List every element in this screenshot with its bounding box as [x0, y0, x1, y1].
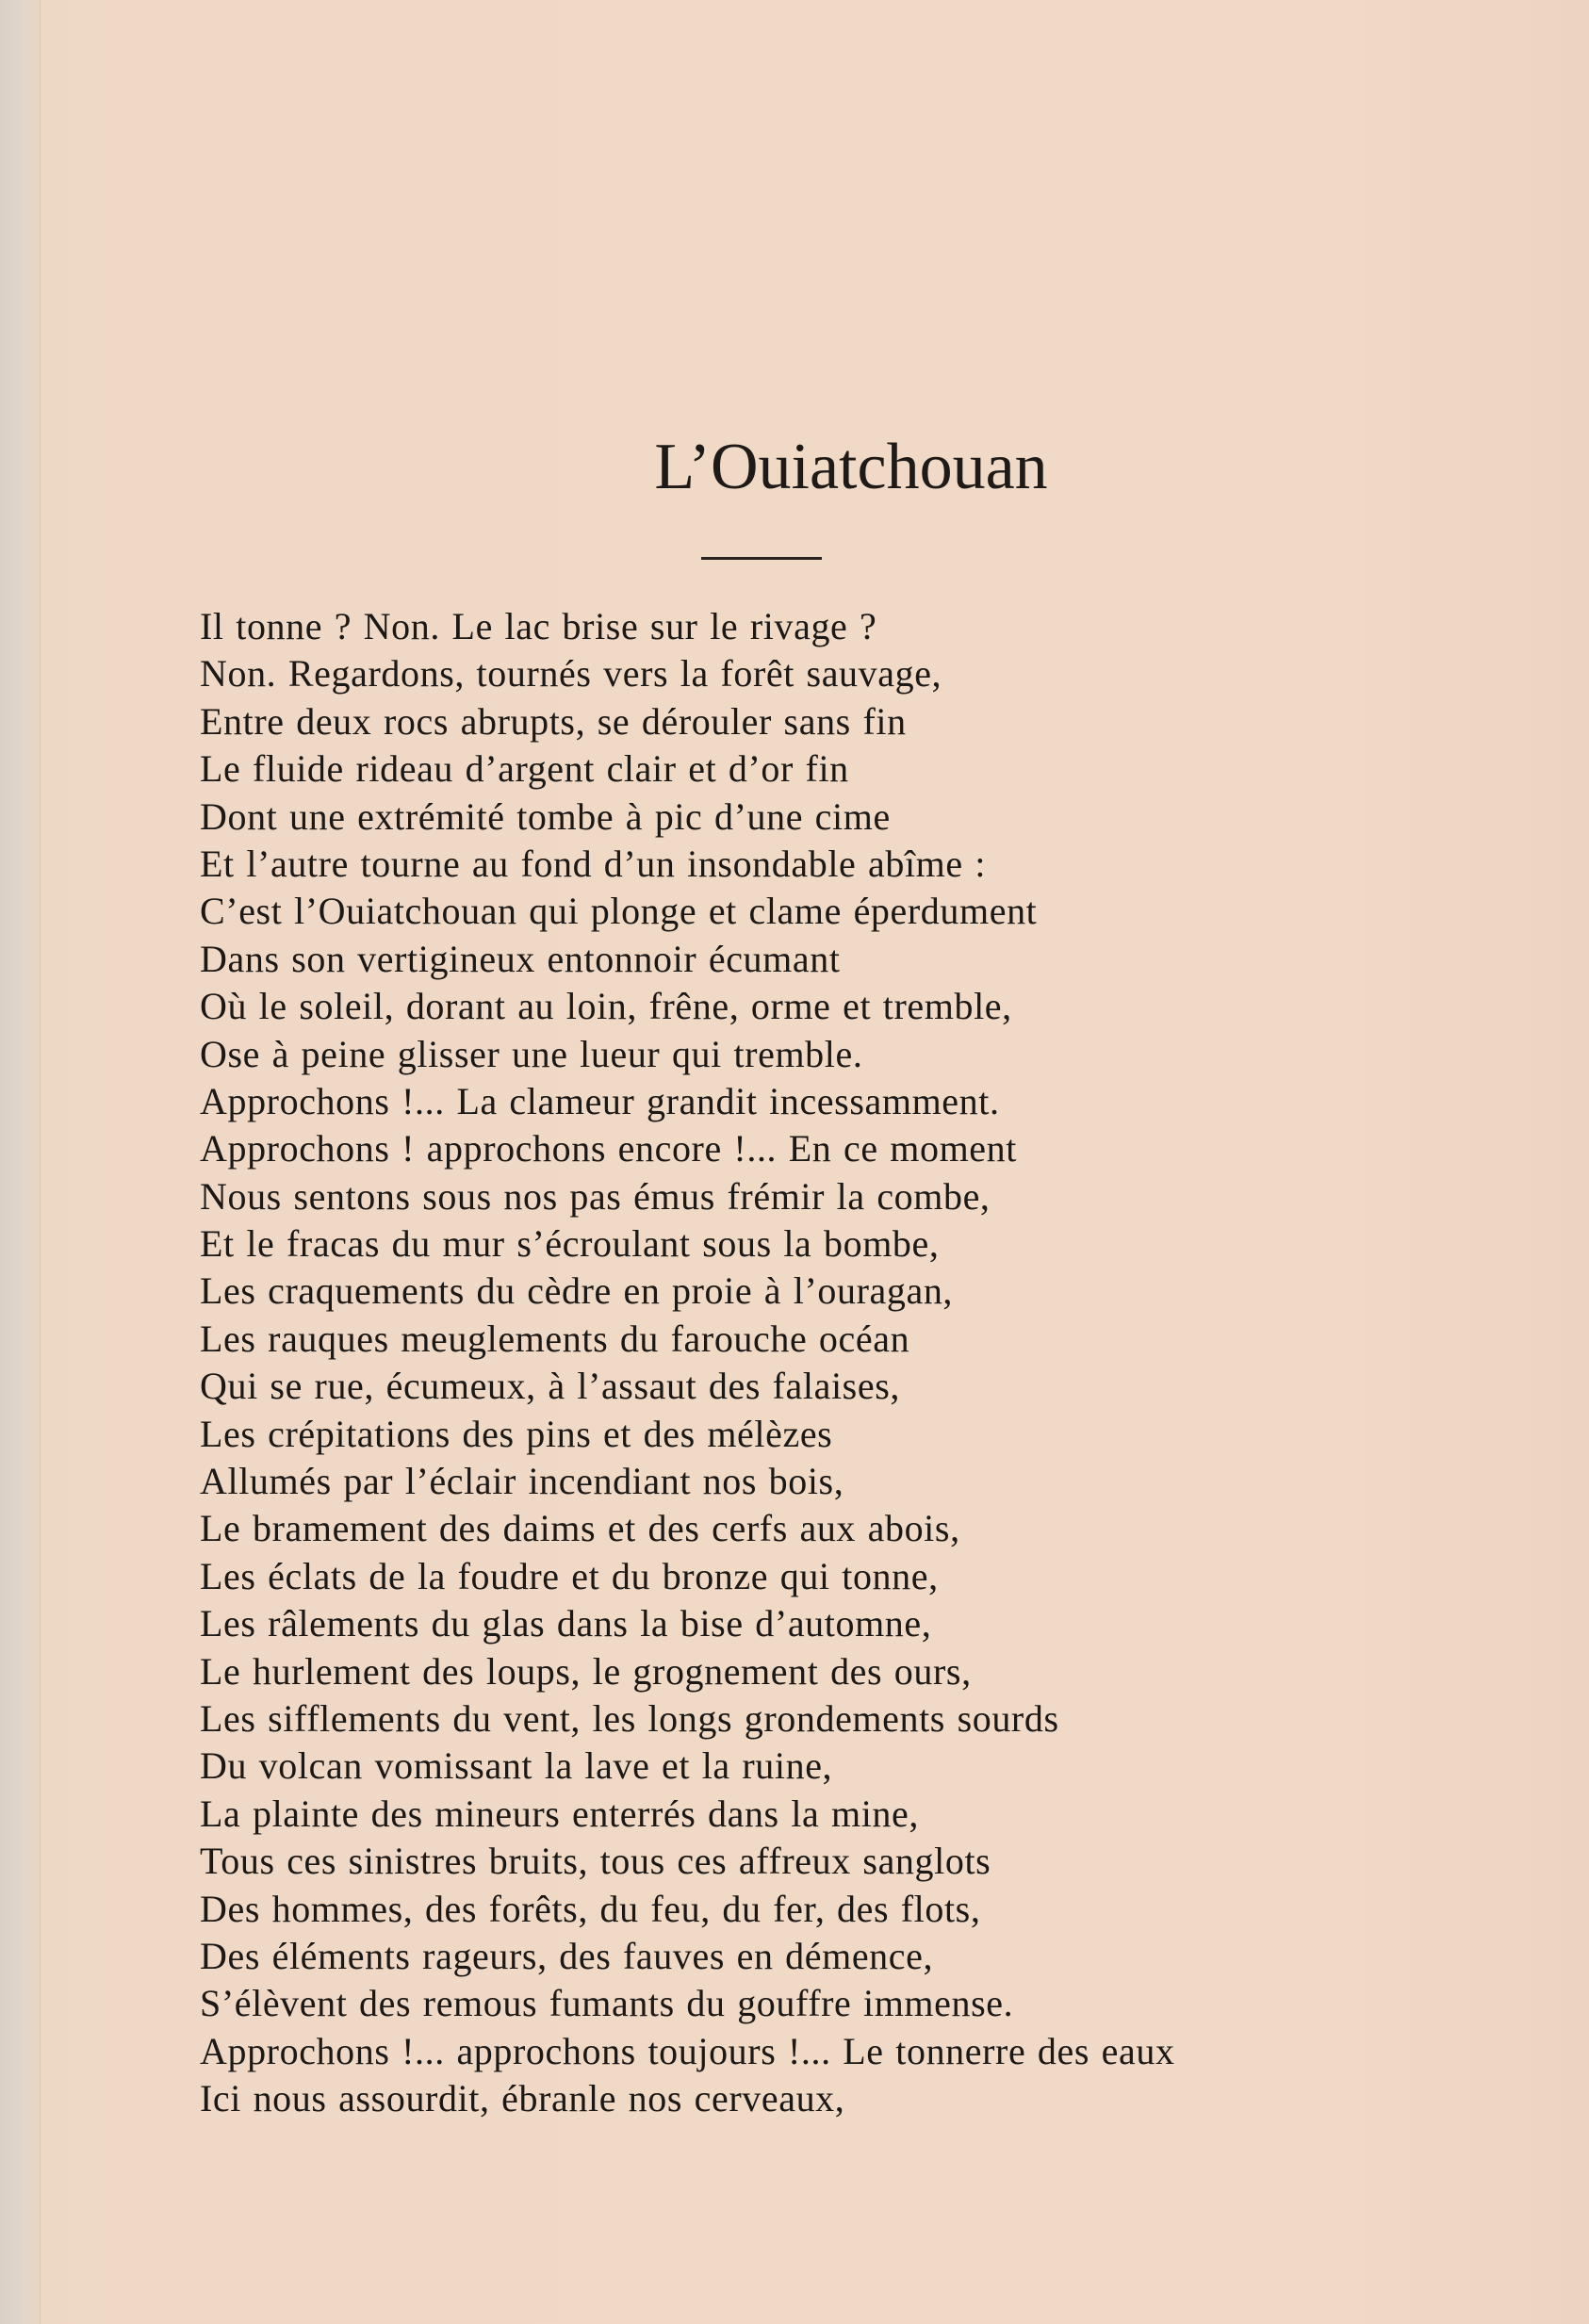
poem-title: L’Ouiatchouan — [654, 431, 1048, 503]
poem-line: Les éclats de la foudre et du bronze qui tonne, — [200, 1554, 939, 1597]
poem-line: Ici nous assourdit, ébranle nos cerveaux, — [200, 2077, 845, 2120]
poem-line: Entre deux rocs abrupts, se dérouler sans fin — [200, 699, 907, 743]
poem-line: Le hurlement des loups, le grognement des ours, — [200, 1649, 972, 1693]
poem-line: Ose à peine glisser une lueur qui tremble. — [200, 1032, 863, 1075]
poem-line: Nous sentons sous nos pas émus frémir la combe, — [200, 1174, 991, 1218]
poem-line: Le bramement des daims et des cerfs aux abois, — [200, 1507, 960, 1550]
poem-line: Les râlements du glas dans la bise d’automne, — [200, 1602, 932, 1645]
poem-line: Il tonne ? Non. Le lac brise sur le rivage ? — [200, 605, 877, 647]
poem-line: Des éléments rageurs, des fauves en démence, — [200, 1934, 934, 1977]
poem-line: Où le soleil, dorant au loin, frêne, orme et tremble, — [200, 985, 1012, 1028]
poem-line: Approchons !... La clameur grandit incessamment. — [200, 1079, 1000, 1122]
poem-body — [200, 603, 1548, 2123]
poem-line: Allumés par l’éclair incendiant nos bois, — [200, 1460, 844, 1503]
poem-line: C’est l’Ouiatchouan qui plonge et clame éperdument — [200, 890, 1038, 933]
poem-line: Du volcan vomissant la lave et la ruine, — [200, 1744, 833, 1788]
poem-line: Des hommes, des forêts, du feu, du fer, des flots, — [200, 1887, 981, 1930]
poem-line: Tous ces sinistres bruits, tous ces affreux sanglots — [200, 1840, 991, 1883]
binding-edge — [0, 0, 41, 2324]
poem-line: Et l’autre tourne au fond d’un insondable abîme : — [200, 842, 987, 885]
poem-line: S’élèvent des remous fumants du gouffre immense. — [200, 1982, 1014, 2025]
poem-line: Qui se rue, écumeux, à l’assaut des falaises, — [200, 1365, 900, 1408]
poem-line: La plainte des mineurs enterrés dans la mine, — [200, 1792, 919, 1835]
poem-line: Le fluide rideau d’argent clair et d’or fin — [200, 747, 849, 791]
poem-line: Approchons !... approchons toujours !... Le tonnerre des eaux — [200, 2029, 1175, 2072]
title-divider — [701, 557, 822, 560]
poem-line: Les crépitations des pins et des mélèzes — [200, 1412, 833, 1455]
poem-line: Dans son vertigineux entonnoir écumant — [200, 937, 841, 980]
poem-line: Les rauques meuglements du farouche océan — [200, 1317, 910, 1360]
poem-line: Les sifflements du vent, les longs grondements sourds — [200, 1696, 1059, 1740]
poem-line: Non. Regardons, tournés vers la forêt sauvage, — [200, 652, 942, 696]
poem-line: Approchons ! approchons encore !... En ce moment — [200, 1127, 1017, 1170]
poem-line: Dont une extrémité tombe à pic d’une cime — [200, 794, 891, 838]
poem-line: Et le fracas du mur s’écroulant sous la bombe, — [200, 1222, 940, 1266]
poem-line: Les craquements du cèdre en proie à l’ouragan, — [200, 1269, 954, 1313]
